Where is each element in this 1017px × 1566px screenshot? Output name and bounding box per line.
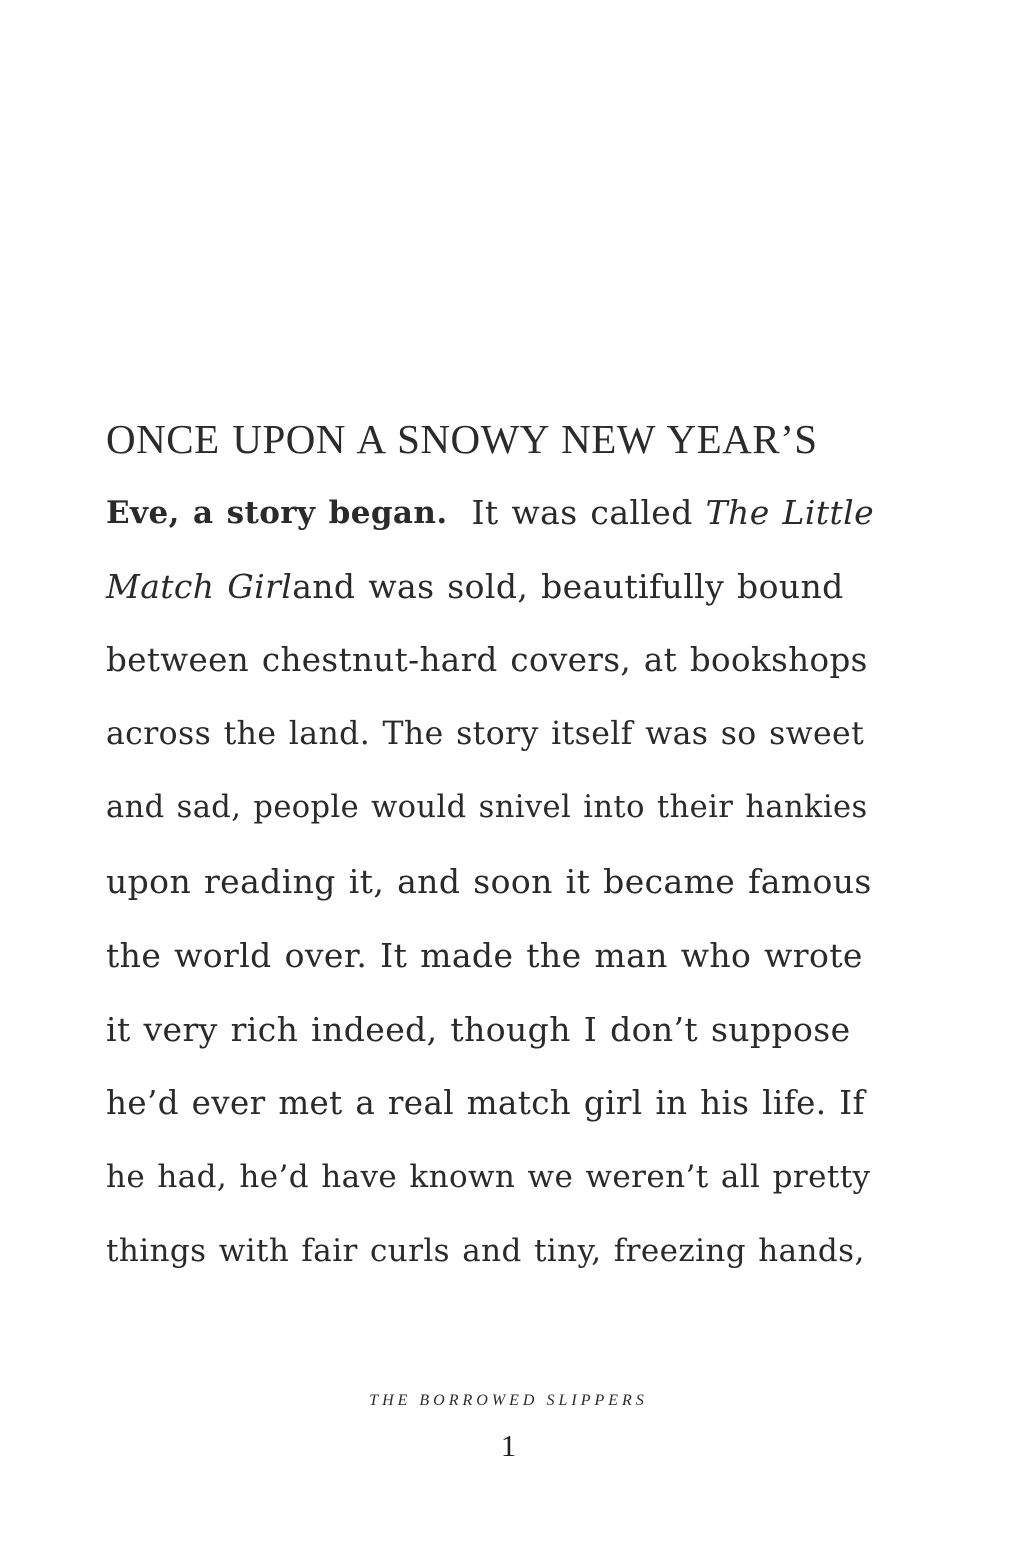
chapter-opening-heading: ONCE UPON A SNOWY NEW YEAR’S [106, 415, 818, 462]
text-line-8: it very rich indeed, though I don’t suppose [106, 1009, 851, 1049]
lead-in-bold: Eve, a story began. [106, 494, 448, 531]
text-line-6: upon reading it, and soon it became famous [106, 862, 872, 902]
text-line-7: the world over. It made the man who wrote [106, 935, 863, 975]
page-number: 1 [500, 1428, 517, 1463]
body-text [106, 402, 874, 1288]
text-line-2: Match Girl and was sold, beautifully bound [106, 566, 844, 606]
running-footer: THE BORROWED SLIPPERS [369, 1392, 648, 1409]
text-line-10: he had, he’d have known we weren’t all pretty [106, 1158, 871, 1195]
book-title-part1: The Little [705, 493, 874, 533]
text-line-1-rest: It was called The Little [471, 493, 874, 533]
text-line-9: he’d ever met a real match girl in his life. If [106, 1084, 865, 1123]
text-line-4: across the land. The story itself was so sweet [106, 716, 865, 753]
text-line-1 [106, 476, 874, 550]
text-line-11: things with fair curls and tiny, freezing hands, [106, 1232, 865, 1269]
text-line-3: between chestnut-hard covers, at bookshops [106, 641, 868, 680]
book-title-part2: Match Girl [106, 566, 293, 606]
text-line-5: and sad, people would snivel into their hankies [106, 790, 868, 826]
